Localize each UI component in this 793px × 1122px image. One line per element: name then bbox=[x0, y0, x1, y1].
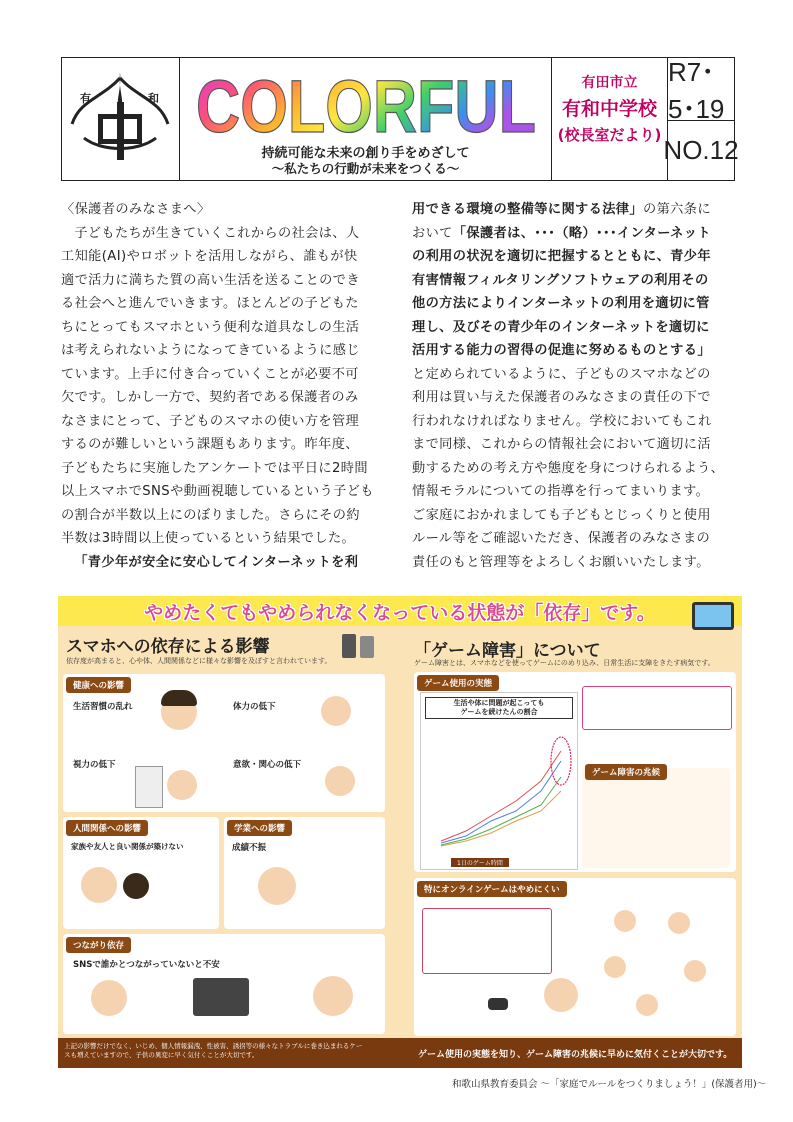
svg-text:COLORFUL: COLORFUL bbox=[196, 65, 536, 142]
text-line: は考えられないようになってきているように感じ bbox=[61, 343, 360, 358]
left-poster-title: スマホへの依存による影響 bbox=[66, 637, 270, 657]
text-line: 行われなければなりません。学校においてもこれ bbox=[412, 413, 712, 429]
poster-banner-text: やめたくてもやめられなくなっている状態が「依存」です。 bbox=[144, 601, 656, 624]
article-right-paragraph bbox=[412, 363, 740, 575]
chart-caption-line-1: 生活や体に問題が起こっても bbox=[453, 699, 545, 707]
poster-footer-note: 上記の影響だけでなく、いじめ、個人情報漏洩、性被害、誘拐等の様々なトラブルに巻き込まれるケースも増えていますので、子供の異変に早く気付くことが大切です。 bbox=[64, 1042, 363, 1059]
health-item-2: 体力の低下 bbox=[233, 702, 276, 712]
right-poster-title: 「ゲーム障害」について bbox=[414, 641, 601, 661]
tagline-main: 持続可能な未来の創り手をめざして bbox=[261, 146, 470, 161]
text-line: 他の方法によりインターネットの利用を適切に管 bbox=[412, 296, 710, 311]
issue-number: NO.12 bbox=[663, 134, 739, 165]
doctor-illustration bbox=[167, 770, 197, 800]
chart-caption-line-2: ゲームを続けたんの割合 bbox=[460, 708, 538, 716]
newsletter-type: (校長室だより) bbox=[557, 126, 662, 144]
text-line: 有害情報フィルタリングソフトウェアの利用その bbox=[412, 272, 709, 288]
text-line: 情報モラルについての指導を行ってまいります。 bbox=[412, 484, 710, 499]
title-block bbox=[180, 58, 552, 180]
anxious-student-illustration bbox=[91, 980, 127, 1016]
emblem-char-2: 和 bbox=[148, 92, 159, 105]
poster-footer bbox=[58, 1038, 742, 1068]
usage-heading: ゲーム使用の実態 bbox=[417, 675, 499, 691]
law-quote-start: 「青少年が安全に安心してインターネットを利 bbox=[74, 554, 359, 570]
school-name: 有和中学校 bbox=[561, 98, 657, 120]
text-line: 利用は買い与えた保護者のみなさまの責任の下で bbox=[412, 390, 711, 405]
text-line: 適で活力に満ちた質の高い生活を送ることのでき bbox=[61, 272, 360, 288]
school-city: 有田市立 bbox=[581, 75, 638, 91]
dependency-poster bbox=[58, 596, 742, 1068]
emblem-char-1: 有 bbox=[80, 92, 91, 105]
right-poster-subtitle: ゲーム障害とは、スマホなどを使ってゲームにのめり込み、日常生活に支障をきたす病気です。 bbox=[414, 659, 715, 667]
law-intro: おいて bbox=[412, 225, 453, 241]
bored-student-illustration bbox=[325, 766, 355, 796]
usage-panel bbox=[414, 672, 736, 872]
article-left-paragraph bbox=[61, 222, 381, 551]
study-heading: 学業への影響 bbox=[227, 820, 292, 836]
struggling-student-illustration bbox=[258, 867, 296, 905]
hair-shape bbox=[123, 873, 149, 899]
connection-item: SNSで誰かとつながっていないと不安 bbox=[73, 960, 220, 970]
hair-shape bbox=[161, 690, 197, 706]
relationship-item: 家族や友人と良い関係が築けない bbox=[71, 842, 184, 851]
text-line: するのが難しいという課題もあります。昨年度、 bbox=[61, 437, 359, 452]
chart-x-label: 1日のゲーム時間 bbox=[451, 858, 509, 867]
school-block bbox=[552, 58, 668, 180]
text-line: 以上スマホでSNSや動画視聴しているという子ども bbox=[61, 484, 374, 499]
text-line: の利用の状況を適切に把握するとともに、青少年 bbox=[412, 249, 711, 264]
article-heading: 〈保護者のみなさまへ〉 bbox=[61, 202, 211, 217]
tablet-icon bbox=[692, 602, 734, 630]
article-left-column bbox=[61, 198, 381, 574]
poster-footer-message: ゲーム使用の実態を知り、ゲーム障害の兆候に早めに気付くことが大切です。 bbox=[418, 1050, 733, 1060]
colorful-title bbox=[190, 62, 542, 142]
text-line: まで同様、これからの情報社会において適切に活 bbox=[412, 437, 711, 452]
school-emblem bbox=[62, 58, 180, 180]
poster-credit: 和歌山県教育委員会 ～「家庭でルールをつくりましょう！」(保護者用)～ bbox=[452, 1079, 767, 1090]
date-issue-block bbox=[663, 57, 739, 180]
study-item: 成績不振 bbox=[232, 843, 267, 853]
sign-box bbox=[582, 768, 730, 868]
issue-date: R7･5･19 bbox=[668, 58, 734, 121]
online-player-illustration bbox=[668, 912, 690, 934]
left-poster-subtitle: 依存度が高まると、心や体、人間関係などに様々な影響を及ぼすと言われています。 bbox=[66, 657, 332, 665]
online-game-panel bbox=[414, 878, 736, 1036]
text-line: 半数は3時間以上使っているという結果でした。 bbox=[61, 531, 356, 546]
usage-chart bbox=[420, 692, 578, 870]
text-line: の割合が半数以上にのぼりました。さらにその約 bbox=[61, 507, 360, 523]
study-panel bbox=[224, 817, 385, 929]
health-heading: 健康への影響 bbox=[66, 677, 131, 693]
connection-heading: つながり依存 bbox=[66, 937, 131, 953]
phone-icon bbox=[342, 634, 356, 658]
chart-lines bbox=[421, 721, 575, 861]
health-item-4: 意欲・関心の低下 bbox=[233, 760, 302, 770]
relationship-panel bbox=[63, 817, 219, 929]
controller-icon bbox=[488, 998, 508, 1010]
online-game-heading: 特にオンラインゲームはやめにくい bbox=[417, 881, 567, 897]
text-line: ちにとってもスマホという便利な道具なしの生活 bbox=[61, 319, 360, 335]
text-line: 子どもたちが生きていくこれからの社会は、人 bbox=[74, 225, 360, 241]
group-illustration bbox=[313, 976, 353, 1016]
law-quote-body bbox=[412, 245, 740, 363]
online-player-illustration bbox=[604, 956, 626, 978]
family-illustration bbox=[81, 867, 117, 903]
monitor-illustration bbox=[193, 978, 249, 1016]
text-line: 責任のもと管理等をよろしくお願いいたします。 bbox=[412, 554, 710, 570]
text-line: と定められているように、子どものスマホなどの bbox=[412, 366, 711, 382]
sign-heading: ゲーム障害の兆候 bbox=[585, 764, 667, 780]
connection-panel bbox=[63, 934, 385, 1034]
text-line: ルール等をご確認いただき、保護者のみなさまの bbox=[412, 531, 711, 546]
law-quote-open: 「保護者は、･･･（略）･･･インターネット bbox=[452, 225, 711, 241]
eye-chart-illustration bbox=[135, 766, 163, 808]
online-player-illustration bbox=[636, 994, 658, 1016]
text-line: 理し、及びその青少年のインターネットを適切に bbox=[412, 319, 710, 335]
text-line: る社会へと進んでいきます。ほとんどの子どもた bbox=[61, 296, 359, 311]
health-item-3: 視力の低下 bbox=[73, 760, 116, 770]
gamer-girl-illustration bbox=[544, 978, 578, 1012]
health-item-1: 生活習慣の乱れ bbox=[73, 702, 133, 712]
text-line: 活用する能力の習得の促進に努めるものとする」 bbox=[412, 343, 711, 358]
tagline-sub: ～私たちの行動が未来をつくる～ bbox=[271, 161, 460, 176]
exercise-illustration bbox=[321, 696, 351, 726]
health-panel bbox=[63, 674, 385, 812]
online-player-illustration bbox=[684, 960, 706, 982]
newsletter-header bbox=[61, 57, 739, 181]
phone-icon bbox=[360, 636, 374, 658]
usage-callout bbox=[582, 686, 732, 730]
chart-caption bbox=[425, 697, 573, 719]
text-line: ご家庭におかれましても子どもとじっくりと使用 bbox=[412, 507, 711, 523]
article-right-column bbox=[412, 198, 740, 574]
online-player-illustration bbox=[614, 910, 636, 932]
relationship-heading: 人間関係への影響 bbox=[66, 820, 148, 836]
text-line: 工知能(AI)やロボットを活用しながら、誰もが快 bbox=[61, 249, 358, 264]
text-line: 欠です。しかし一方で、契約者である保護者のみ bbox=[61, 390, 359, 405]
text-line: ています。上手に付き合っていくことが必要不可 bbox=[61, 366, 359, 382]
text-line: 子どもたちに実施したアンケートでは平日に2時間 bbox=[61, 460, 368, 476]
law-article-text: の第六条に bbox=[643, 202, 711, 217]
online-game-notes bbox=[422, 908, 552, 974]
text-line: なさまにとって、子どものスマホの使い方を管理 bbox=[61, 413, 360, 429]
poster-banner bbox=[58, 596, 742, 626]
text-line: 動するための考え方や態度を身につけられるよう、 bbox=[412, 460, 725, 476]
law-name-end: 用できる環境の整備等に関する法律」 bbox=[412, 202, 643, 217]
